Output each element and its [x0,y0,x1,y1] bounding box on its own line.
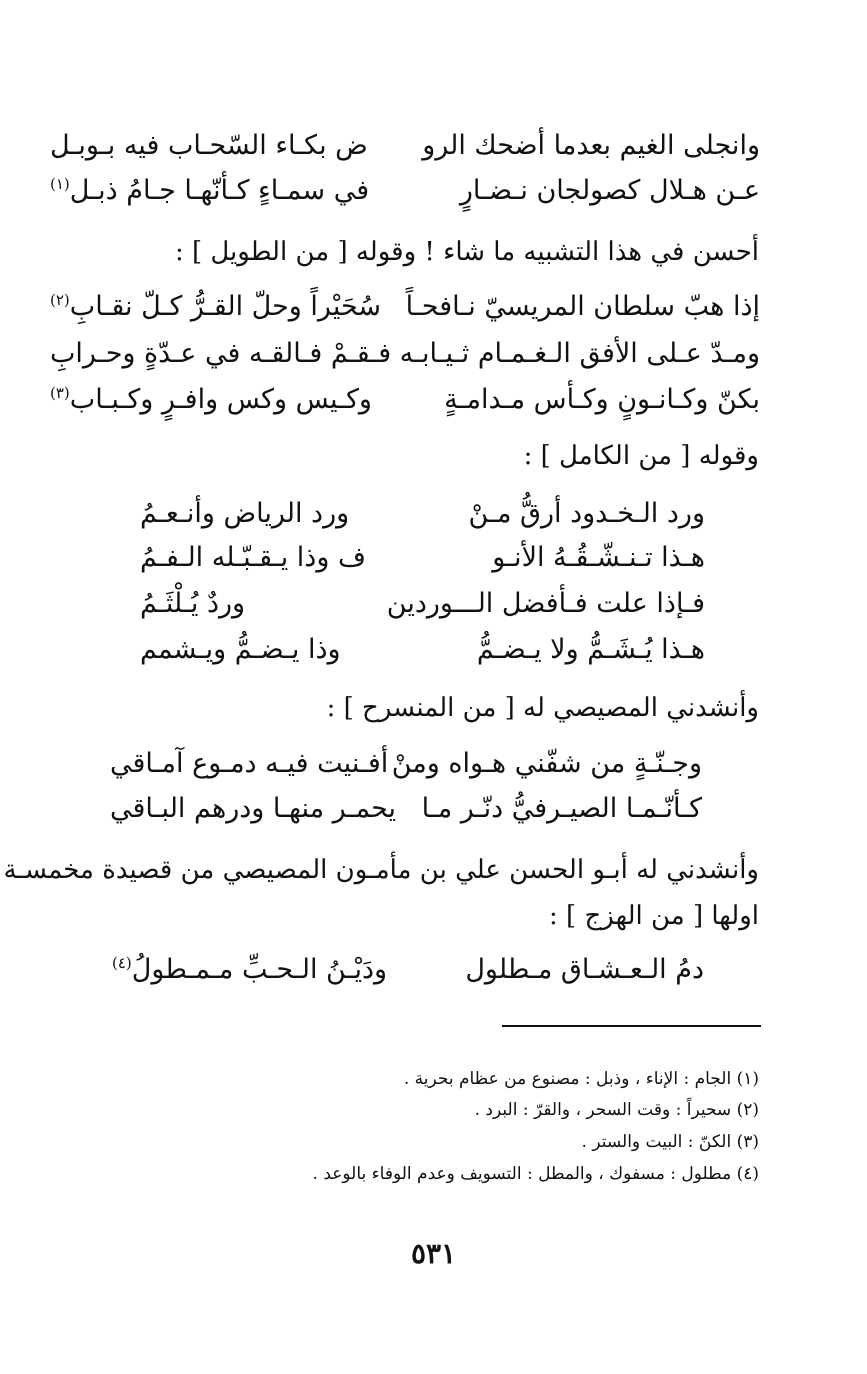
footnote-ref: (٤) [112,954,132,972]
prose-paragraph: وقوله [ من الكامل ] : [523,441,759,471]
verse-right-hemistich: ومـدّ عـلى الأفق الـغـمـام ثـيـابـه [399,338,760,369]
verse-left-hemistich: يحمـر منهـا ودرهم البـاقي [110,793,397,824]
prose-paragraph: اولها [ من الهزج ] : [549,901,759,931]
verse-left-hemistich: ورد الرياض وأنـعـمُ [140,498,350,529]
verse-left-hemistich: وذا يـضـمُّ ويـشمم [140,634,341,665]
verse-left-hemistich: وردٌ يُـلْثَـمُ [140,588,246,619]
prose-paragraph: وأنشدني له أبـو الحسن علي بن مأمـون المصيصي من قصيدة مخمسـة [3,855,759,885]
footnote: (٣) الكنّ : البيت والستر . [581,1132,759,1152]
verse-right-hemistich: ورد الـخـدود أرقُّ مـنْ [468,498,705,529]
verse-right-hemistich: هـذا تـنـشّـقُـهُ الأنـو [492,542,705,573]
verse-left-hemistich: فـقـمْ فـالقـه في عـدّةٍ وحـرابِ [50,338,392,369]
footnote-ref: (٢) [50,291,70,309]
verse-right-hemistich: كـأنّـمـا الصيـرفيُّ دنّـر مـا [421,793,702,824]
footnote: (١) الجام : الإناء ، وذبل : مصنوع من عظام بحرية . [403,1069,759,1089]
verse-left-hemistich: أفـنيت فيـه دمـوع آمـاقي [110,748,389,779]
footnote-separator [502,1025,761,1027]
footnote: (٢) سحيراً : وقت السحر ، والقرّ : البرد . [474,1100,759,1120]
prose-paragraph: أحسن في هذا التشبيه ما شاء ! وقوله [ من الطويل ] : [174,237,759,267]
prose-paragraph: وأنشدني المصيصي له [ من المنسرح ] : [326,693,759,723]
verse-right-hemistich: عـن هـلال كصولجان نـضـارٍ [459,175,760,206]
verse-right-hemistich: وانجلى الغيم بعدما أضحك الرو [422,130,760,161]
verse-right-hemistich: دمُ الـعـشـاق مـطلول [465,954,704,985]
verse-right-hemistich: وجـنّـةٍ من شفّني هـواه ومنْ [391,748,702,779]
verse-right-hemistich: فـإذا علت فـأفضل الـــوردين [386,588,705,619]
verse-right-hemistich: بكنّ وكـانـونٍ وكـأس مـدامـةٍ [444,384,760,415]
page-number: ٥٣١ [410,1237,457,1270]
verse-left-hemistich: ف وذا يـقـبّـله الـفـمُ [140,542,366,573]
verse-right-hemistich: هـذا يُـشَـمُّ ولا يـضـمُّ [476,634,705,665]
verse-left-hemistich: وكـيس وكس وافـرٍ وكـبـاب$^{(٣)}$ [50,384,372,415]
verse-left-hemistich: في سمـاءٍ كـأنّهـا جـامُ ذبـل$^{(١)}$ [50,175,370,206]
footnote-ref: (١) [50,175,70,193]
footnote: (٤) مطلول : مسفوك ، والمطل : التسويف وعدم الوفاء بالوعد . [312,1164,759,1184]
verse-left-hemistich: سُحَيْراً وحلّ القـرُّ كـلّ نقـابِ$^{(٢)}$ [50,291,382,322]
verse-right-hemistich: إذا هبّ سلطان المريسيّ نـافحـاً [405,291,760,322]
footnote-ref: (٣) [50,384,70,402]
verse-left-hemistich: ودَيْـنُ الـحـبِّ مـمـطولُ$^{(٤)}$ [112,954,388,985]
verse-left-hemistich: ض بكـاء السّحـاب فيه بـوبـل [50,130,368,161]
